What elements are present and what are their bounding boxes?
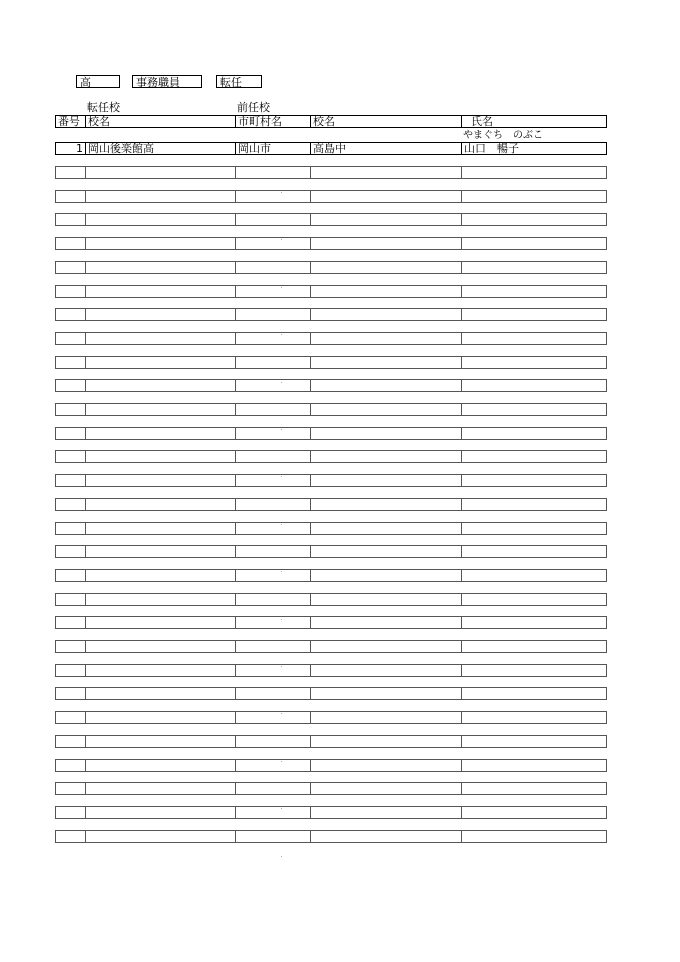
blank-new-school-cell [85,474,236,487]
blank-previous-school-cell [310,332,462,345]
blank-municipality-cell [235,403,311,416]
blank-number-cell [55,640,86,653]
blank-municipality-cell [235,687,311,700]
table-row [55,142,607,155]
blank-previous-school-cell [310,759,462,772]
blank-municipality-cell [235,356,311,369]
blank-previous-school-cell [310,545,462,558]
blank-previous-school-cell [310,474,462,487]
blank-name-cell [461,830,607,843]
blank-new-school-cell [85,308,236,321]
blank-number-cell [55,403,86,416]
blank-previous-school-cell [310,711,462,724]
blank-number-cell [55,237,86,250]
blank-number-cell [55,166,86,179]
blank-number-cell [55,806,86,819]
blank-previous-school-cell [310,498,462,511]
name-furigana: やまぐち のぶこ [463,130,543,141]
blank-municipality-cell [235,782,311,795]
blank-previous-school-cell [310,403,462,416]
school-type-label: 高 [80,76,91,89]
position-box [132,75,202,88]
blank-new-school-cell [85,593,236,606]
table-row [55,664,607,677]
blank-name-cell [461,427,607,440]
table-row [55,332,607,345]
table-row [55,711,607,724]
blank-new-school-cell [85,190,236,203]
blank-municipality-cell [235,308,311,321]
blank-new-school-cell [85,379,236,392]
blank-name-cell [461,711,607,724]
blank-previous-school-cell [310,261,462,274]
blank-previous-school-cell [310,593,462,606]
previous-school-group-label: 前任校 [237,101,270,114]
blank-previous-school-cell [310,427,462,440]
blank-number-cell [55,261,86,274]
table-row [55,403,607,416]
blank-new-school-cell [85,498,236,511]
blank-municipality-cell [235,450,311,463]
table-row [55,616,607,629]
blank-new-school-cell [85,285,236,298]
blank-previous-school-cell [310,830,462,843]
table-row [55,356,607,369]
blank-new-school-cell [85,261,236,274]
blank-name-cell [461,522,607,535]
blank-municipality-cell [235,474,311,487]
blank-name-cell [461,308,607,321]
table-row [55,759,607,772]
blank-new-school-cell [85,616,236,629]
blank-number-cell [55,474,86,487]
table-row [55,569,607,582]
blank-municipality-cell [235,806,311,819]
blank-municipality-cell [235,498,311,511]
blank-name-cell [461,498,607,511]
table-row [55,640,607,653]
blank-municipality-cell [235,759,311,772]
table-row [55,782,607,795]
blank-new-school-cell [85,332,236,345]
blank-previous-school-cell [310,522,462,535]
blank-previous-school-cell [310,308,462,321]
header-previous-school-name: 校名 [310,115,462,128]
table-row [55,687,607,700]
blank-previous-school-cell [310,450,462,463]
blank-number-cell [55,616,86,629]
blank-new-school-cell [85,166,236,179]
header-number: 番号 [55,115,86,128]
blank-number-cell [55,569,86,582]
table-row [55,308,607,321]
blank-name-cell [461,474,607,487]
blank-number-cell [55,308,86,321]
blank-name-cell [461,332,607,345]
blank-number-cell [55,332,86,345]
blank-previous-school-cell [310,213,462,226]
blank-previous-school-cell [310,687,462,700]
blank-number-cell [55,379,86,392]
table-row [55,190,607,203]
blank-municipality-cell [235,735,311,748]
blank-name-cell [461,640,607,653]
blank-new-school-cell [85,735,236,748]
table-row [55,166,607,179]
header-name: 氏名 [461,115,607,128]
blank-new-school-cell [85,569,236,582]
blank-municipality-cell [235,332,311,345]
blank-new-school-cell [85,782,236,795]
blank-municipality-cell [235,616,311,629]
blank-previous-school-cell [310,166,462,179]
blank-new-school-cell [85,640,236,653]
blank-name-cell [461,593,607,606]
blank-municipality-cell [235,640,311,653]
blank-name-cell [461,190,607,203]
blank-new-school-cell [85,806,236,819]
blank-new-school-cell [85,522,236,535]
faint-mark [281,856,282,857]
blank-municipality-cell [235,569,311,582]
row-name: 山口 暢子 [461,142,607,155]
blank-name-cell [461,687,607,700]
blank-previous-school-cell [310,664,462,677]
table-row [55,379,607,392]
table-row [55,498,607,511]
blank-municipality-cell [235,379,311,392]
blank-previous-school-cell [310,237,462,250]
blank-previous-school-cell [310,379,462,392]
table-row [55,285,607,298]
table-header-row [55,115,607,128]
table-row [55,593,607,606]
table-row [55,427,607,440]
blank-new-school-cell [85,427,236,440]
blank-name-cell [461,616,607,629]
row-new-school-name: 岡山後楽館高 [85,142,236,155]
blank-number-cell [55,735,86,748]
blank-previous-school-cell [310,190,462,203]
blank-new-school-cell [85,545,236,558]
blank-municipality-cell [235,830,311,843]
table-row [55,830,607,843]
blank-previous-school-cell [310,616,462,629]
blank-municipality-cell [235,593,311,606]
blank-previous-school-cell [310,782,462,795]
blank-name-cell [461,285,607,298]
blank-name-cell [461,545,607,558]
blank-name-cell [461,403,607,416]
blank-name-cell [461,261,607,274]
blank-municipality-cell [235,261,311,274]
table-row [55,545,607,558]
table-row [55,474,607,487]
blank-new-school-cell [85,213,236,226]
blank-name-cell [461,237,607,250]
blank-previous-school-cell [310,640,462,653]
blank-municipality-cell [235,190,311,203]
blank-name-cell [461,213,607,226]
blank-name-cell [461,664,607,677]
table-row [55,213,607,226]
blank-name-cell [461,166,607,179]
blank-previous-school-cell [310,285,462,298]
blank-municipality-cell [235,237,311,250]
blank-number-cell [55,522,86,535]
blank-number-cell [55,190,86,203]
blank-name-cell [461,806,607,819]
row-number: 1 [55,142,86,155]
blank-number-cell [55,498,86,511]
blank-municipality-cell [235,213,311,226]
transfer-type-box [216,75,262,88]
blank-number-cell [55,427,86,440]
blank-number-cell [55,450,86,463]
blank-municipality-cell [235,545,311,558]
blank-new-school-cell [85,830,236,843]
blank-number-cell [55,213,86,226]
table-row [55,237,607,250]
blank-new-school-cell [85,711,236,724]
row-previous-school-name: 高島中 [310,142,462,155]
blank-number-cell [55,782,86,795]
table-row [55,522,607,535]
table-row [55,450,607,463]
blank-previous-school-cell [310,806,462,819]
blank-new-school-cell [85,403,236,416]
blank-number-cell [55,593,86,606]
blank-previous-school-cell [310,735,462,748]
table-row [55,806,607,819]
table-row [55,735,607,748]
blank-municipality-cell [235,285,311,298]
blank-municipality-cell [235,427,311,440]
school-type-box [76,75,120,88]
transfer-type-label: 転任 [220,76,242,89]
blank-new-school-cell [85,450,236,463]
row-municipality: 岡山市 [235,142,311,155]
table-row [55,261,607,274]
blank-name-cell [461,569,607,582]
position-label: 事務職員 [136,76,180,89]
blank-number-cell [55,664,86,677]
header-municipality: 市町村名 [235,115,311,128]
blank-number-cell [55,830,86,843]
blank-number-cell [55,687,86,700]
blank-name-cell [461,379,607,392]
blank-municipality-cell [235,711,311,724]
blank-municipality-cell [235,664,311,677]
blank-new-school-cell [85,356,236,369]
blank-municipality-cell [235,522,311,535]
header-new-school-name: 校名 [85,115,236,128]
blank-name-cell [461,450,607,463]
new-school-group-label: 転任校 [87,101,120,114]
blank-previous-school-cell [310,569,462,582]
blank-number-cell [55,711,86,724]
blank-new-school-cell [85,664,236,677]
blank-previous-school-cell [310,356,462,369]
blank-number-cell [55,759,86,772]
blank-new-school-cell [85,759,236,772]
blank-municipality-cell [235,166,311,179]
blank-number-cell [55,356,86,369]
blank-name-cell [461,782,607,795]
blank-name-cell [461,759,607,772]
blank-number-cell [55,545,86,558]
blank-new-school-cell [85,687,236,700]
blank-number-cell [55,285,86,298]
blank-name-cell [461,735,607,748]
blank-name-cell [461,356,607,369]
blank-new-school-cell [85,237,236,250]
